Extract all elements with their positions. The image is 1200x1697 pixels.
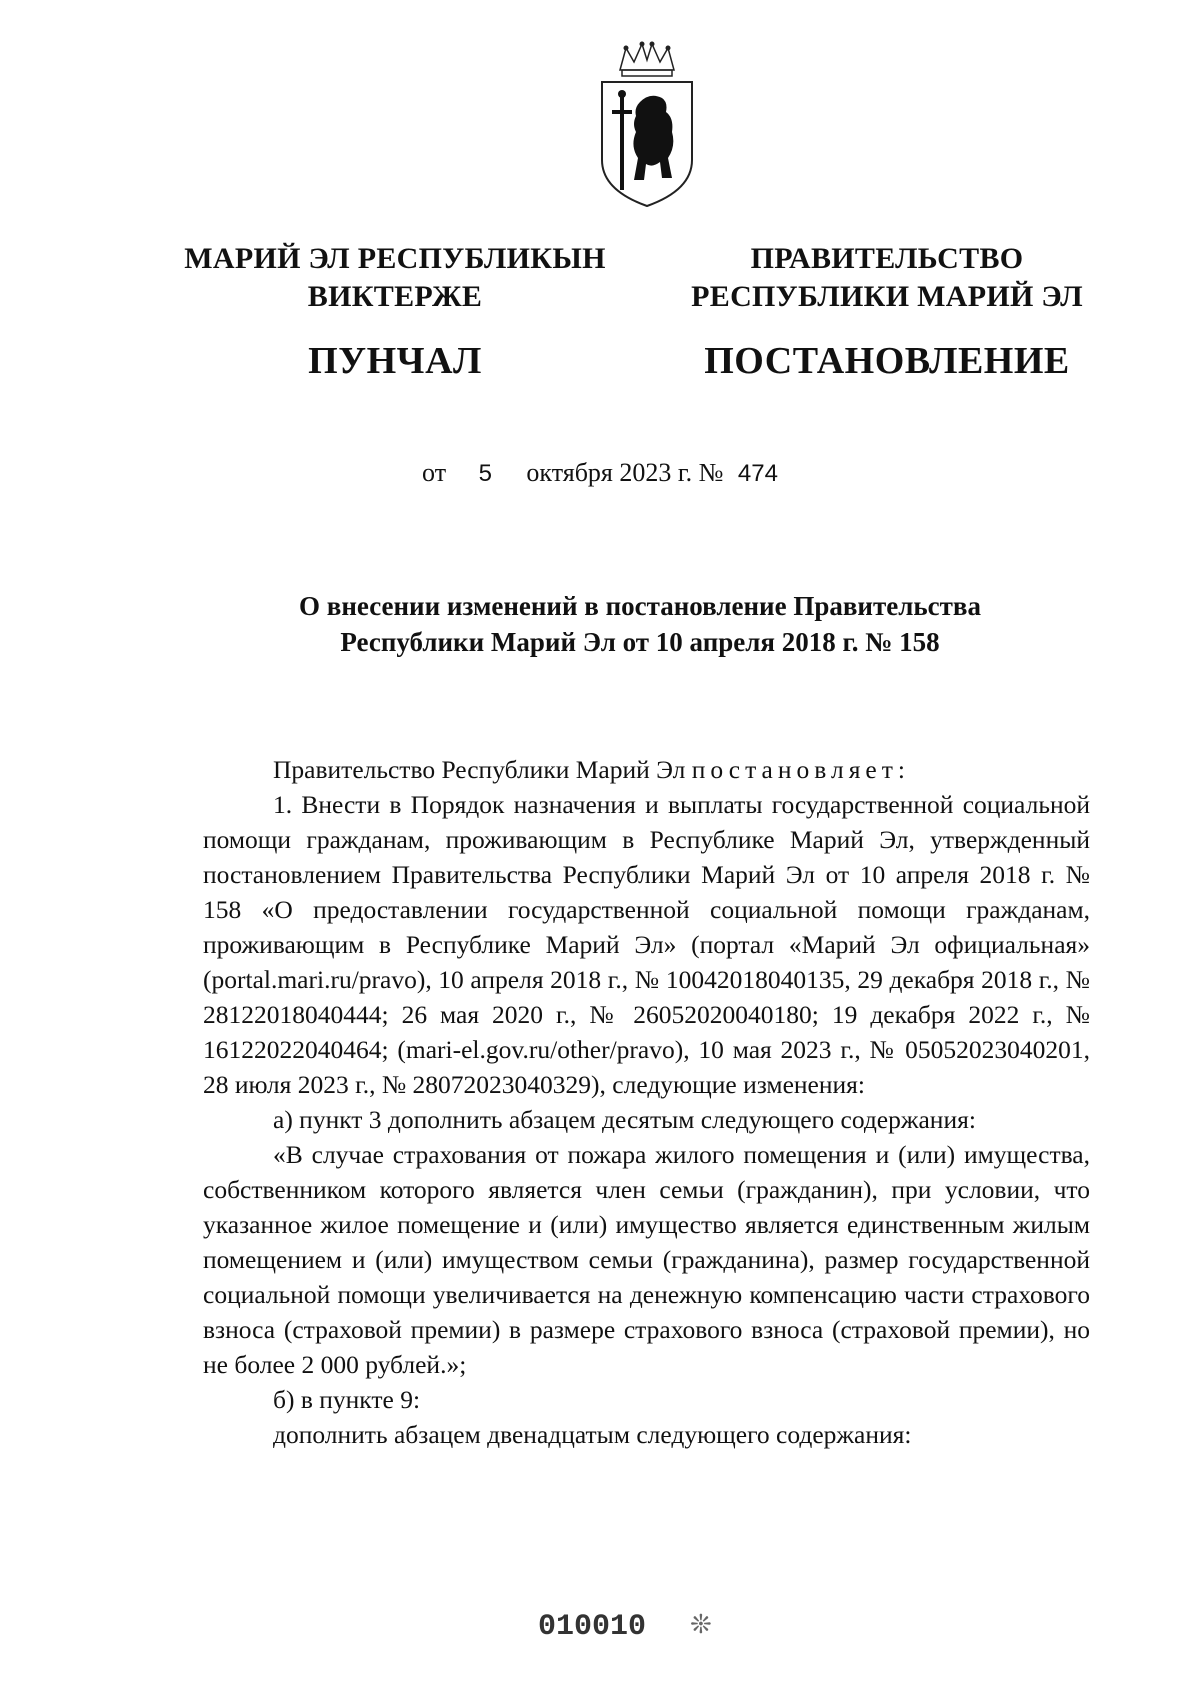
header-left-doc-type: ПУНЧАЛ [308,340,482,382]
coat-of-arms-emblem [592,40,702,210]
paragraph-b: б) в пункте 9: [273,1385,421,1414]
document-number: 474 [737,460,778,487]
footer-mark-icon: ❊ [690,1610,712,1639]
date-from-label: от [422,458,447,487]
paragraph-a: а) пункт 3 дополнить абзацем десятым следующего содержания: [273,1105,976,1134]
document-date-line [0,458,1200,488]
quoted-paragraph: «В случае страхования от пожара жилого помещения и (или) имущества, собственником которого является член семьи (гражданин), при условии, что указанное жилое помещение и (или) имущество является единственным жилым помещением и (или) имуществом семьи (гражданина), размер государственной социальной помощи увеличивается на денежную компенсацию части страхового взноса (страховой премии) в размере страхового взноса (страховой премии), но не более 2 000 рублей.»; [203,1140,1090,1379]
header-right-line-1: ПРАВИТЕЛЬСТВО [750,242,1024,275]
intro-paragraph [203,752,1090,787]
header-left-line-2: ВИКТЕРЖЕ [307,280,483,313]
footer-serial-code: 010010 [538,1610,647,1644]
intro-prefix: Правительство Республики Марий Эл [273,755,686,784]
date-month-year: октября 2023 г. № [526,458,724,487]
paragraph-b-continued: дополнить абзацем двенадцатым следующего содержания: [273,1420,912,1449]
title-line-1: О внесении изменений в постановление Правительства [299,591,981,621]
document-body [203,752,1090,1452]
header-right-doc-type: ПОСТАНОВЛЕНИЕ [704,340,1070,382]
title-line-2: Республики Марий Эл от 10 апреля 2018 г. № 158 [340,627,940,657]
header-left-line-1: МАРИЙ ЭЛ РЕСПУБЛИКЫН [184,242,606,275]
header-right-russian [672,240,1102,384]
date-day: 5 [478,460,492,487]
paragraph-1: 1. Внести в Порядок назначения и выплаты государственной социальной помощи гражданам, проживающим в Республике Марий Эл, утвержденный постановлением Правительства Республики Марий Эл от 10 апреля 2018 г. № 158 «О предоставлении государственной социальной помощи гражданам, проживающим в Республике Марий Эл» (портал «Марий Эл официальная» (portal.mari.ru/pravo), 10 апреля 2018 г., № 10042018040135, 29 декабря 2018 г., № 28122018040444; 26 мая 2020 г., № 26052020040180; 19 декабря 2022 г., № 16122022040464; (mari-el.gov.ru/other/pravo), 10 мая 2023 г., № 05052023040201, 28 июля 2023 г., № 28072023040329), следующие изменения: [203,790,1090,1099]
document-title [200,588,1080,660]
intro-verb: постановляет: [691,755,910,784]
header-left-mari [180,240,610,384]
header-right-line-2: РЕСПУБЛИКИ МАРИЙ ЭЛ [691,280,1083,313]
